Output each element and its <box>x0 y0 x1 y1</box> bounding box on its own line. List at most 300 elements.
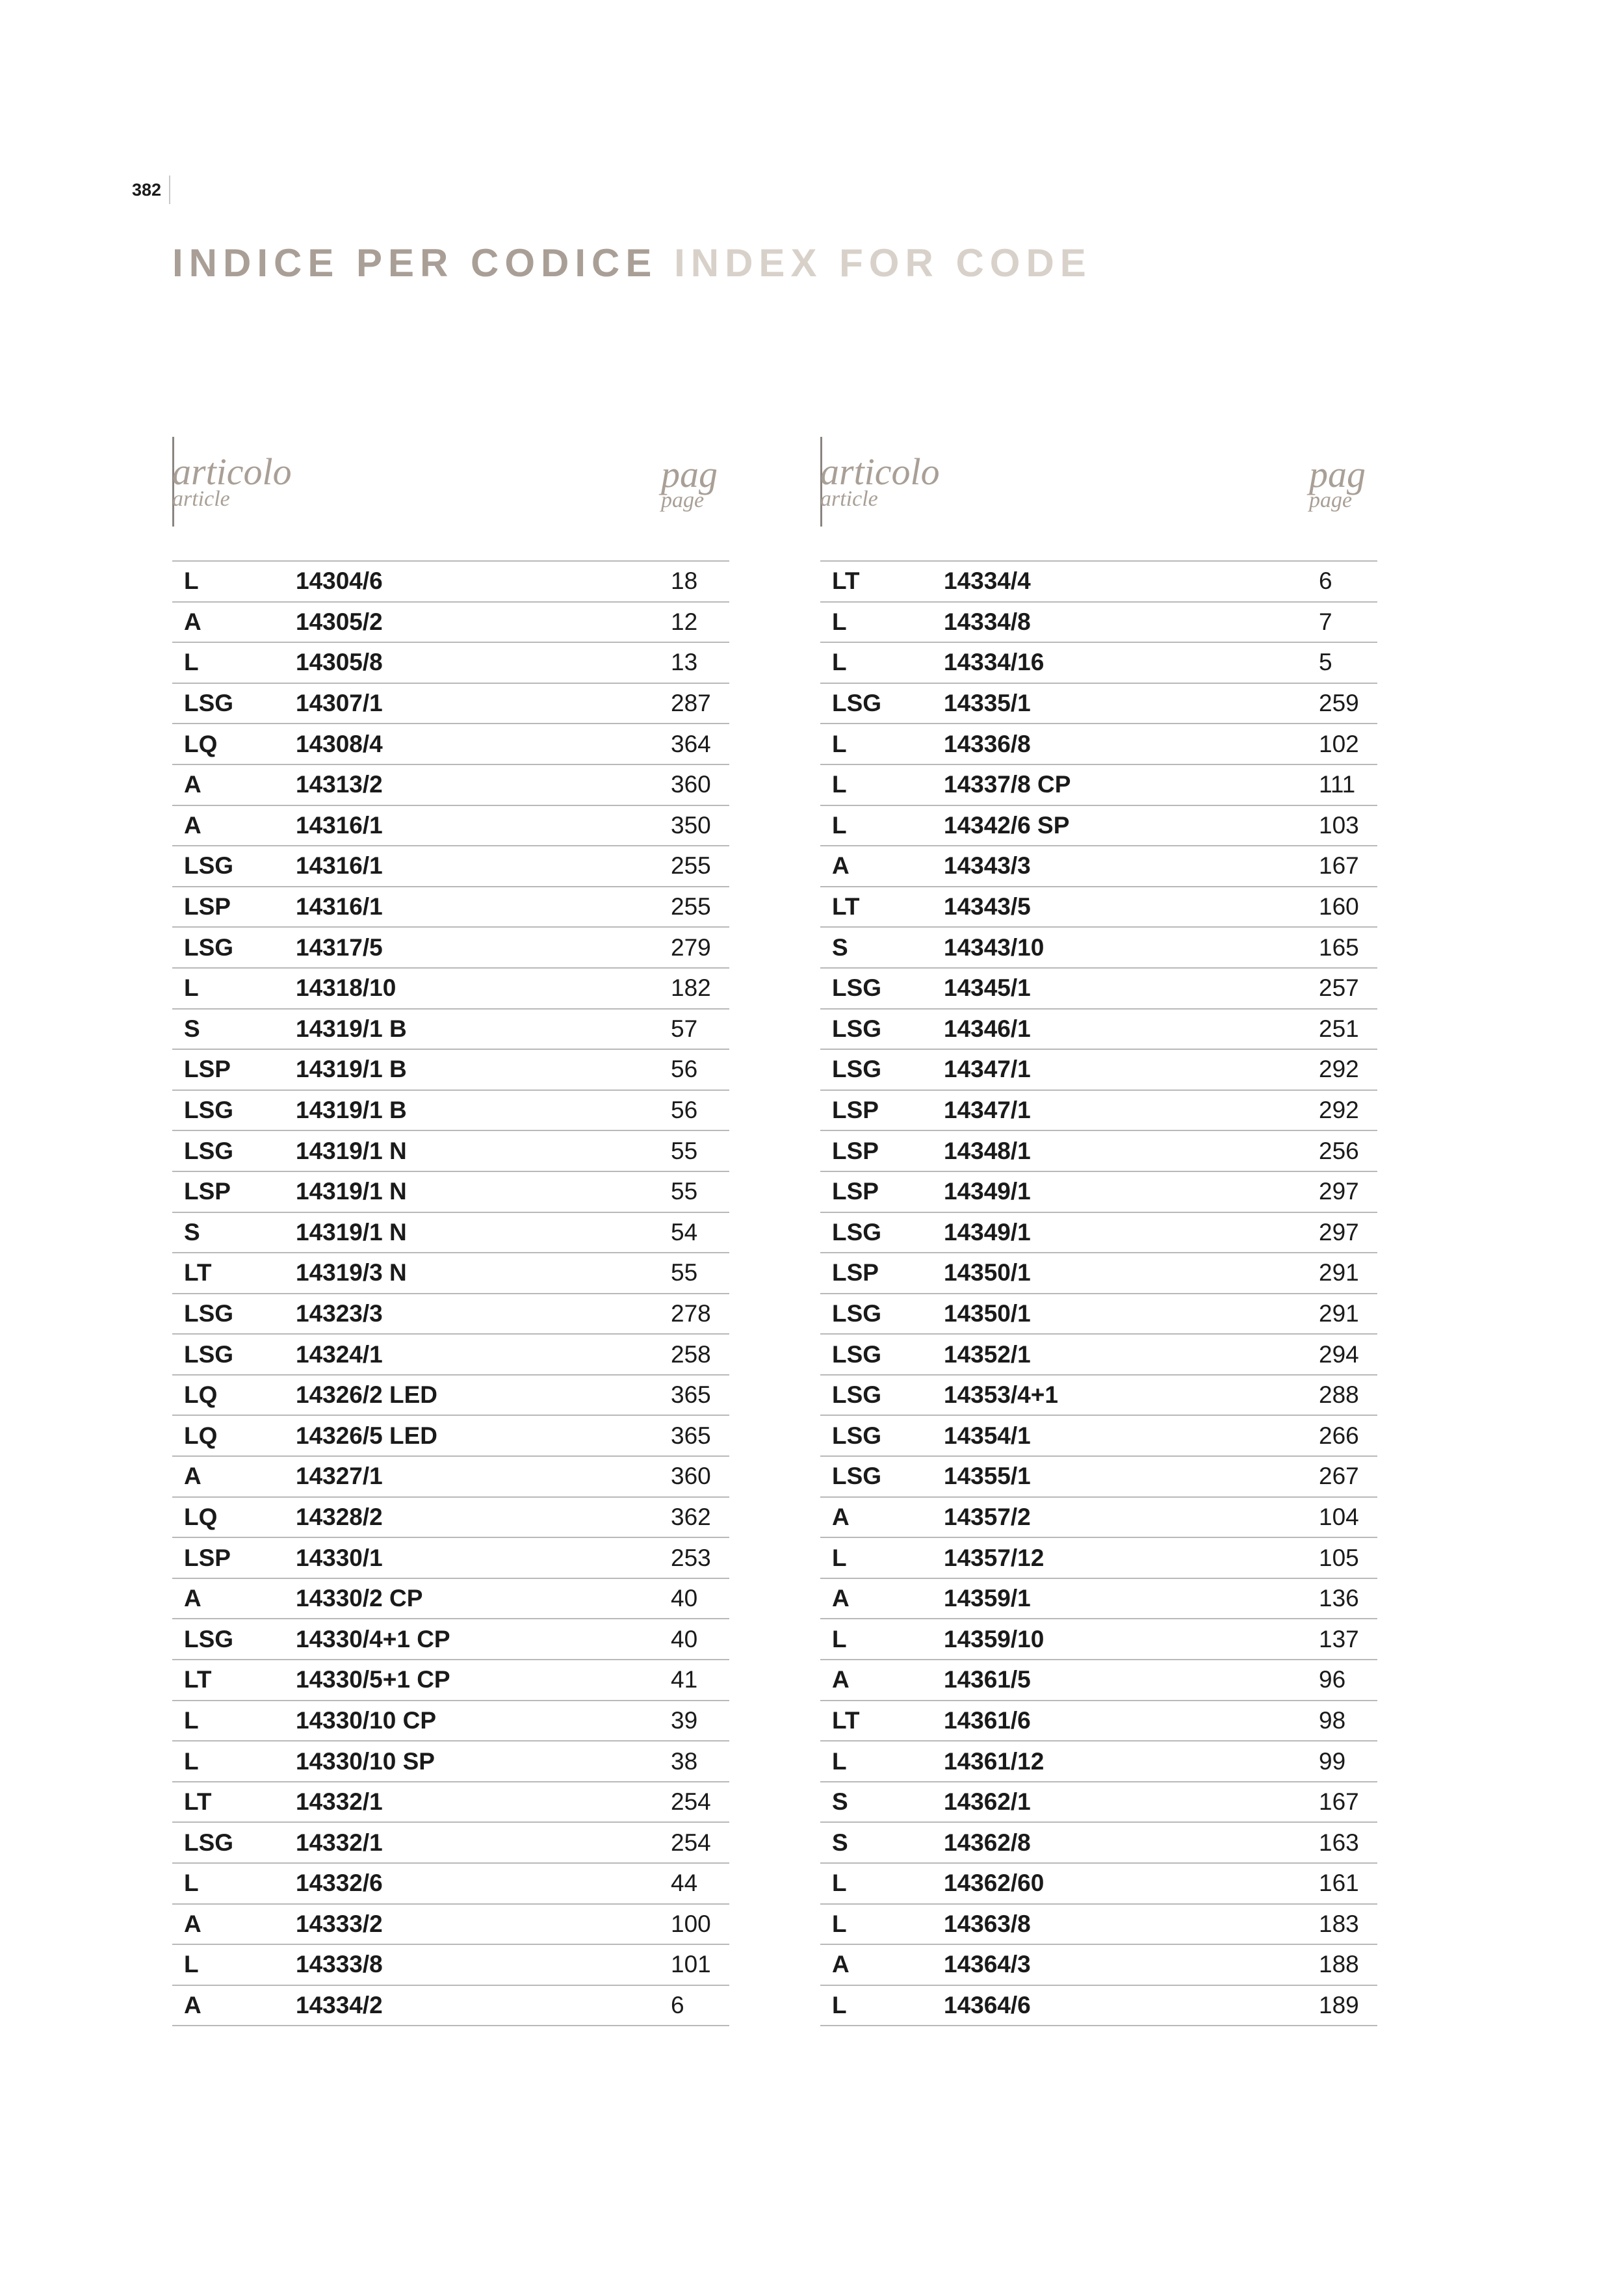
row-type: A <box>832 1951 850 1978</box>
row-type: A <box>184 1585 201 1612</box>
row-type: S <box>832 1788 848 1816</box>
row-type: A <box>184 608 201 635</box>
row-code: 14323/3 <box>296 1299 383 1327</box>
row-code: 14307/1 <box>296 690 383 717</box>
table-row <box>172 1619 729 1660</box>
row-page: 360 <box>671 1463 711 1490</box>
row-type: L <box>184 1706 199 1734</box>
table-row <box>820 1375 1377 1416</box>
table-row <box>172 602 729 643</box>
row-page: 103 <box>1319 811 1359 839</box>
row-page: 362 <box>671 1503 711 1530</box>
row-page: 365 <box>671 1381 711 1409</box>
row-page: 7 <box>1319 608 1332 635</box>
row-type: LSG <box>832 1463 882 1490</box>
row-code: 14353/4+1 <box>944 1381 1058 1409</box>
table-row <box>820 1578 1377 1619</box>
row-type: LSG <box>832 690 882 717</box>
row-page: 104 <box>1319 1503 1359 1530</box>
table-row <box>172 561 729 602</box>
row-code: 14347/1 <box>944 1097 1031 1124</box>
table-row <box>172 1701 729 1742</box>
table-row <box>820 1944 1377 1985</box>
row-code: 14330/10 SP <box>296 1747 435 1775</box>
row-code: 14304/6 <box>296 567 383 595</box>
table-row <box>172 1212 729 1253</box>
row-code: 14343/3 <box>944 852 1031 880</box>
row-code: 14332/6 <box>296 1870 383 1897</box>
table-row <box>172 1578 729 1619</box>
row-code: 14362/1 <box>944 1788 1031 1816</box>
row-type: LSG <box>184 1829 234 1856</box>
row-type: LSG <box>184 1340 234 1368</box>
row-code: 14333/8 <box>296 1951 383 1978</box>
row-code: 14347/1 <box>944 1056 1031 1083</box>
row-type: L <box>832 730 847 757</box>
row-page: 102 <box>1319 730 1359 757</box>
row-type: L <box>832 1625 847 1652</box>
row-type: S <box>832 933 848 961</box>
page-number: 382 <box>132 176 170 204</box>
row-type: LSG <box>184 690 234 717</box>
table-row <box>820 1334 1377 1375</box>
row-page: 56 <box>671 1056 698 1083</box>
row-type: LSP <box>832 1137 879 1164</box>
row-type: A <box>832 852 850 880</box>
row-page: 105 <box>1319 1544 1359 1571</box>
table-row <box>172 1537 729 1578</box>
row-type: LQ <box>184 1503 218 1530</box>
row-page: 364 <box>671 730 711 757</box>
row-page: 256 <box>1319 1137 1359 1164</box>
row-code: 14332/1 <box>296 1829 383 1856</box>
row-code: 14328/2 <box>296 1503 383 1530</box>
row-type: L <box>832 608 847 635</box>
row-code: 14313/2 <box>296 771 383 798</box>
row-type: LT <box>184 1259 212 1286</box>
row-page: 100 <box>671 1910 711 1937</box>
row-type: L <box>184 1951 199 1978</box>
row-page: 294 <box>1319 1340 1359 1368</box>
row-page: 258 <box>671 1340 711 1368</box>
row-page: 13 <box>671 649 698 676</box>
row-code: 14346/1 <box>944 1015 1031 1042</box>
row-code: 14330/10 CP <box>296 1706 437 1734</box>
row-type: L <box>184 974 199 1002</box>
row-code: 14362/8 <box>944 1829 1031 1856</box>
row-code: 14319/1 B <box>296 1056 407 1083</box>
table-row <box>820 1171 1377 1212</box>
row-page: 18 <box>671 567 698 595</box>
row-code: 14361/6 <box>944 1706 1031 1734</box>
table-row <box>820 1212 1377 1253</box>
row-code: 14350/1 <box>944 1259 1031 1286</box>
table-row <box>820 1822 1377 1863</box>
row-type: A <box>184 811 201 839</box>
table-row <box>172 1130 729 1171</box>
row-page: 278 <box>671 1299 711 1327</box>
row-code: 14364/3 <box>944 1951 1031 1978</box>
row-code: 14335/1 <box>944 690 1031 717</box>
page-title <box>172 241 1092 286</box>
row-page: 98 <box>1319 1706 1346 1734</box>
row-code: 14326/2 LED <box>296 1381 438 1409</box>
row-page: 6 <box>671 1992 684 2019</box>
row-type: L <box>832 1544 847 1571</box>
table-row <box>172 724 729 764</box>
row-code: 14355/1 <box>944 1463 1031 1490</box>
row-code: 14334/8 <box>944 608 1031 635</box>
row-code: 14364/6 <box>944 1992 1031 2019</box>
row-type: S <box>832 1829 848 1856</box>
row-page: 96 <box>1319 1666 1346 1693</box>
row-page: 297 <box>1319 1218 1359 1246</box>
row-type: LSG <box>184 852 234 880</box>
row-type: LQ <box>184 730 218 757</box>
table-row <box>172 846 729 887</box>
row-page: 292 <box>1319 1097 1359 1124</box>
row-type: L <box>832 1870 847 1897</box>
table-row <box>820 561 1377 602</box>
table-row <box>172 1985 729 2026</box>
header-page-label: pag <box>1309 453 1366 495</box>
row-type: LSP <box>832 1178 879 1205</box>
index-table <box>172 560 729 2026</box>
row-code: 14343/10 <box>944 933 1045 961</box>
row-page: 99 <box>1319 1747 1346 1775</box>
row-type: A <box>832 1666 850 1693</box>
table-row <box>820 1660 1377 1701</box>
row-page: 360 <box>671 771 711 798</box>
row-page: 255 <box>671 893 711 920</box>
row-type: LSP <box>184 1178 231 1205</box>
row-code: 14361/5 <box>944 1666 1031 1693</box>
header-page-sublabel: page <box>1309 488 1353 512</box>
row-type: L <box>832 811 847 839</box>
row-page: 38 <box>671 1747 698 1775</box>
row-type: LSG <box>832 1340 882 1368</box>
row-code: 14326/5 LED <box>296 1422 438 1449</box>
row-code: 14332/1 <box>296 1788 383 1816</box>
row-page: 259 <box>1319 690 1359 717</box>
row-page: 188 <box>1319 1951 1359 1978</box>
row-code: 14330/2 CP <box>296 1585 423 1612</box>
row-type: LSG <box>832 1056 882 1083</box>
table-row <box>820 1904 1377 1945</box>
row-code: 14316/1 <box>296 852 383 880</box>
header-article-sublabel: article <box>172 487 230 511</box>
row-code: 14357/12 <box>944 1544 1045 1571</box>
table-row <box>820 642 1377 683</box>
row-code: 14319/1 B <box>296 1097 407 1124</box>
table-row <box>820 805 1377 846</box>
row-code: 14319/3 N <box>296 1259 407 1286</box>
row-page: 287 <box>671 690 711 717</box>
index-column-right <box>820 437 1377 2026</box>
row-page: 279 <box>671 933 711 961</box>
row-code: 14318/10 <box>296 974 396 1002</box>
row-code: 14308/4 <box>296 730 383 757</box>
row-code: 14336/8 <box>944 730 1031 757</box>
table-row <box>172 1497 729 1538</box>
row-type: LSG <box>184 1097 234 1124</box>
table-row <box>820 1456 1377 1497</box>
table-row <box>172 1782 729 1823</box>
table-row <box>172 927 729 968</box>
row-code: 14324/1 <box>296 1340 383 1368</box>
table-row <box>820 1701 1377 1742</box>
row-type: L <box>832 649 847 676</box>
table-row <box>820 1741 1377 1782</box>
row-type: L <box>184 1870 199 1897</box>
table-row <box>172 1334 729 1375</box>
row-type: L <box>832 1910 847 1937</box>
row-page: 40 <box>671 1585 698 1612</box>
row-page: 257 <box>1319 974 1359 1002</box>
row-page: 165 <box>1319 933 1359 961</box>
row-page: 255 <box>671 852 711 880</box>
row-page: 254 <box>671 1788 711 1816</box>
row-code: 14330/5+1 CP <box>296 1666 450 1693</box>
row-code: 14361/12 <box>944 1747 1045 1775</box>
table-row <box>172 764 729 805</box>
row-type: LSP <box>184 1056 231 1083</box>
row-page: 267 <box>1319 1463 1359 1490</box>
title-english: INDEX FOR CODE <box>674 241 1092 285</box>
table-row <box>820 1130 1377 1171</box>
row-code: 14363/8 <box>944 1910 1031 1937</box>
row-code: 14349/1 <box>944 1178 1031 1205</box>
row-page: 365 <box>671 1422 711 1449</box>
row-code: 14319/1 N <box>296 1218 407 1246</box>
row-type: L <box>184 649 199 676</box>
row-code: 14319/1 N <box>296 1137 407 1164</box>
row-page: 101 <box>671 1951 711 1978</box>
table-row <box>172 1375 729 1416</box>
row-code: 14357/2 <box>944 1503 1031 1530</box>
row-type: LSG <box>832 974 882 1002</box>
table-row <box>172 1741 729 1782</box>
row-type: LQ <box>184 1422 218 1449</box>
row-type: LT <box>832 1706 860 1734</box>
table-row <box>820 1985 1377 2026</box>
row-page: 183 <box>1319 1910 1359 1937</box>
table-row <box>172 1294 729 1335</box>
row-page: 288 <box>1319 1381 1359 1409</box>
header-page-sublabel: page <box>661 488 705 512</box>
row-page: 189 <box>1319 1992 1359 2019</box>
row-type: L <box>184 1747 199 1775</box>
row-type: LT <box>184 1666 212 1693</box>
table-row <box>172 887 729 928</box>
index-table <box>820 560 1377 2026</box>
row-type: LT <box>832 567 860 595</box>
index-column-left <box>172 437 729 2026</box>
row-page: 5 <box>1319 649 1332 676</box>
header-article-label: articolo <box>820 450 940 493</box>
row-type: A <box>184 1463 201 1490</box>
row-page: 55 <box>671 1137 698 1164</box>
row-code: 14319/1 N <box>296 1178 407 1205</box>
row-page: 297 <box>1319 1178 1359 1205</box>
row-type: LQ <box>184 1381 218 1409</box>
row-type: S <box>184 1218 200 1246</box>
row-page: 253 <box>671 1544 711 1571</box>
table-row <box>172 1049 729 1090</box>
table-row <box>172 1904 729 1945</box>
row-page: 182 <box>671 974 711 1002</box>
row-code: 14348/1 <box>944 1137 1031 1164</box>
header-article-sublabel: article <box>820 487 878 511</box>
row-page: 55 <box>671 1259 698 1286</box>
row-code: 14333/2 <box>296 1910 383 1937</box>
table-row <box>172 1171 729 1212</box>
table-row <box>820 602 1377 643</box>
title-italian: INDICE PER CODICE <box>172 241 658 285</box>
table-row <box>172 1863 729 1904</box>
row-code: 14330/4+1 CP <box>296 1625 450 1652</box>
row-code: 14359/10 <box>944 1625 1045 1652</box>
row-type: LSP <box>832 1259 879 1286</box>
row-page: 266 <box>1319 1422 1359 1449</box>
table-row <box>820 1253 1377 1294</box>
row-code: 14316/1 <box>296 811 383 839</box>
row-page: 39 <box>671 1706 698 1734</box>
table-row <box>172 805 729 846</box>
row-code: 14305/2 <box>296 608 383 635</box>
row-type: A <box>184 1992 201 2019</box>
row-code: 14352/1 <box>944 1340 1031 1368</box>
table-row <box>820 1049 1377 1090</box>
row-page: 41 <box>671 1666 698 1693</box>
row-page: 292 <box>1319 1056 1359 1083</box>
row-page: 167 <box>1319 852 1359 880</box>
row-code: 14334/2 <box>296 1992 383 2019</box>
row-page: 54 <box>671 1218 698 1246</box>
row-code: 14319/1 B <box>296 1015 407 1042</box>
row-type: LSG <box>184 1137 234 1164</box>
table-row <box>172 1253 729 1294</box>
column-header <box>172 437 729 560</box>
row-page: 161 <box>1319 1870 1359 1897</box>
row-page: 136 <box>1319 1585 1359 1612</box>
row-type: LT <box>184 1788 212 1816</box>
table-row <box>172 642 729 683</box>
header-page-label: pag <box>661 453 718 495</box>
row-type: L <box>832 771 847 798</box>
row-type: LSG <box>184 1625 234 1652</box>
row-code: 14317/5 <box>296 933 383 961</box>
row-page: 40 <box>671 1625 698 1652</box>
table-row <box>172 683 729 724</box>
table-row <box>820 724 1377 764</box>
row-code: 14345/1 <box>944 974 1031 1002</box>
table-row <box>820 846 1377 887</box>
column-header <box>820 437 1377 560</box>
row-page: 55 <box>671 1178 698 1205</box>
row-page: 163 <box>1319 1829 1359 1856</box>
row-type: A <box>184 1910 201 1937</box>
row-code: 14305/8 <box>296 649 383 676</box>
table-row <box>172 1660 729 1701</box>
table-row <box>820 1415 1377 1456</box>
table-row <box>820 1294 1377 1335</box>
table-row <box>172 1822 729 1863</box>
table-row <box>820 887 1377 928</box>
row-type: LSG <box>832 1422 882 1449</box>
row-code: 14334/16 <box>944 649 1045 676</box>
row-type: A <box>184 771 201 798</box>
table-row <box>820 764 1377 805</box>
row-page: 111 <box>1319 771 1356 798</box>
table-row <box>820 683 1377 724</box>
row-type: LSG <box>832 1218 882 1246</box>
table-row <box>820 1497 1377 1538</box>
row-page: 56 <box>671 1097 698 1124</box>
row-page: 350 <box>671 811 711 839</box>
table-row <box>820 1009 1377 1050</box>
table-row <box>820 1090 1377 1131</box>
row-code: 14349/1 <box>944 1218 1031 1246</box>
row-page: 167 <box>1319 1788 1359 1816</box>
row-code: 14362/60 <box>944 1870 1045 1897</box>
row-type: LSG <box>832 1299 882 1327</box>
row-code: 14342/6 SP <box>944 811 1070 839</box>
row-page: 12 <box>671 608 698 635</box>
header-article-label: articolo <box>172 450 292 493</box>
row-type: LSP <box>184 893 231 920</box>
row-page: 251 <box>1319 1015 1359 1042</box>
row-code: 14334/4 <box>944 567 1031 595</box>
row-page: 160 <box>1319 893 1359 920</box>
table-row <box>820 927 1377 968</box>
table-row <box>172 1456 729 1497</box>
row-page: 291 <box>1319 1299 1359 1327</box>
row-type: LSP <box>832 1097 879 1124</box>
table-row <box>820 1537 1377 1578</box>
row-type: L <box>184 567 199 595</box>
row-code: 14350/1 <box>944 1299 1031 1327</box>
table-row <box>820 1782 1377 1823</box>
row-code: 14330/1 <box>296 1544 383 1571</box>
row-type: A <box>832 1585 850 1612</box>
row-type: LSG <box>184 1299 234 1327</box>
row-page: 6 <box>1319 567 1332 595</box>
row-type: LSG <box>832 1015 882 1042</box>
table-row <box>820 1863 1377 1904</box>
row-page: 57 <box>671 1015 698 1042</box>
row-type: LSP <box>184 1544 231 1571</box>
table-row <box>820 968 1377 1009</box>
row-type: L <box>832 1992 847 2019</box>
row-type: LSG <box>832 1381 882 1409</box>
row-code: 14316/1 <box>296 893 383 920</box>
row-type: S <box>184 1015 200 1042</box>
table-row <box>172 1415 729 1456</box>
row-type: LT <box>832 893 860 920</box>
row-page: 291 <box>1319 1259 1359 1286</box>
row-type: A <box>832 1503 850 1530</box>
row-type: LSG <box>184 933 234 961</box>
row-page: 254 <box>671 1829 711 1856</box>
row-code: 14359/1 <box>944 1585 1031 1612</box>
table-row <box>172 968 729 1009</box>
table-row <box>172 1090 729 1131</box>
row-page: 137 <box>1319 1625 1359 1652</box>
row-code: 14327/1 <box>296 1463 383 1490</box>
row-page: 44 <box>671 1870 698 1897</box>
row-code: 14354/1 <box>944 1422 1031 1449</box>
